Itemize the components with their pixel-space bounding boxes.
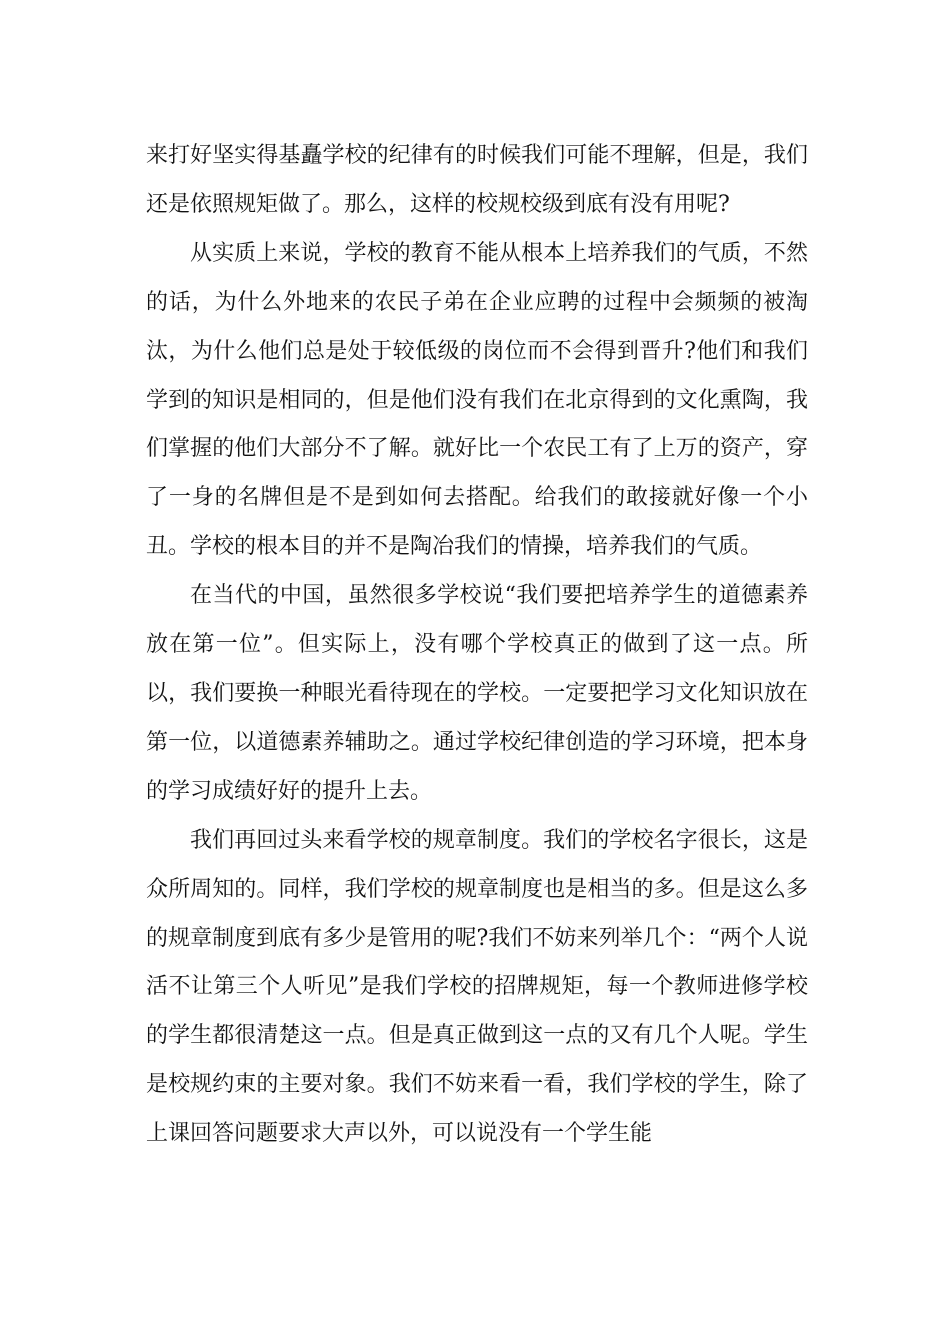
paragraph-1: 来打好坚实得基矗学校的纪律有的时候我们可能不理解，但是，我们还是依照规矩做了。那么，这样的校规校级到底有没有用呢?	[146, 143, 808, 217]
paragraph-3: 在当代的中国，虽然很多学校说“我们要把培养学生的道德素养放在第一位”。但实际上，没有哪个学校真正的做到了这一点。所以，我们要换一种眼光看待现在的学校。一定要把学习文化知识放在第一位，以道德素养辅助之。通过学校纪律创造的学习环境，把本身的学习成绩好好的提升上去。	[146, 583, 808, 804]
paragraph-4: 我们再回过头来看学校的规章制度。我们的学校名字很长，这是众所周知的。同样，我们学校的规章制度也是相当的多。但是这么多的规章制度到底有多少是管用的呢?我们不妨来列举几个：“两个人说活不让第三个人听见”是我们学校的招牌规矩，每一个教师进修学校的学生都很清楚这一点。但是真正做到这一点的又有几个人呢。学生是校规约束的主要对象。我们不妨来看一看，我们学校的学生，除了上课回答问题要求大声以外，可以说没有一个学生能	[146, 827, 808, 1147]
document-body	[146, 132, 808, 1159]
paragraph-2: 从实质上来说，学校的教育不能从根本上培养我们的气质，不然的话，为什么外地来的农民子弟在企业应聘的过程中会频频的被淘汰，为什么他们总是处于较低级的岗位而不会得到晋升?他们和我们学到的知识是相同的，但是他们没有我们在北京得到的文化熏陶，我们掌握的他们大部分不了解。就好比一个农民工有了上万的资产，穿了一身的名牌但是不是到如何去搭配。给我们的敢接就好像一个小丑。学校的根本目的并不是陶冶我们的情操，培养我们的气质。	[146, 240, 808, 560]
